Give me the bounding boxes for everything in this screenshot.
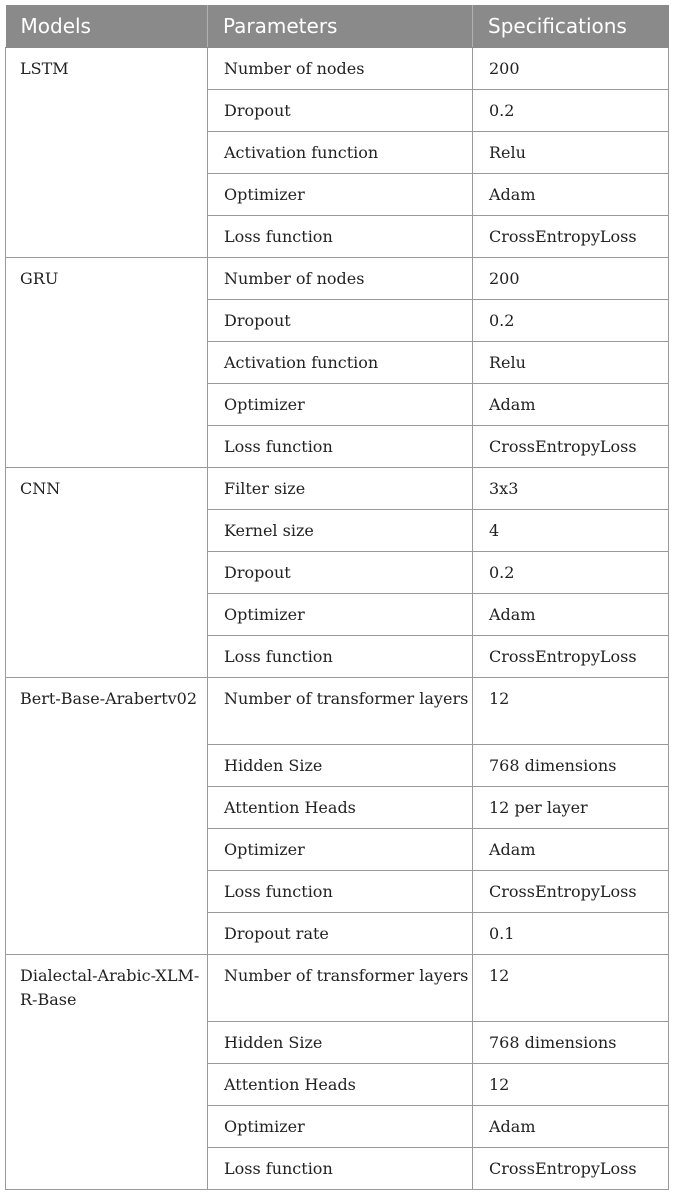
- spec-cell: 200: [473, 257, 669, 299]
- spec-cell: Adam: [473, 173, 669, 215]
- spec-cell: 4: [473, 509, 669, 551]
- parameter-cell: Filter size: [208, 467, 473, 509]
- parameter-cell: Optimizer: [208, 593, 473, 635]
- spec-cell: 0.1: [473, 912, 669, 954]
- parameter-cell: Attention Heads: [208, 1063, 473, 1105]
- parameter-cell: Optimizer: [208, 1105, 473, 1147]
- parameter-cell: Optimizer: [208, 828, 473, 870]
- spec-cell: Relu: [473, 341, 669, 383]
- parameter-cell: Optimizer: [208, 383, 473, 425]
- model-cell: GRU: [6, 257, 208, 467]
- spec-cell: CrossEntropyLoss: [473, 1147, 669, 1189]
- header-parameters: Parameters: [208, 5, 473, 47]
- parameter-cell: Number of transformer layers: [208, 954, 473, 1021]
- parameter-cell: Loss function: [208, 870, 473, 912]
- parameter-cell: Optimizer: [208, 173, 473, 215]
- table-row: [6, 954, 669, 1021]
- table-body: [6, 47, 669, 1189]
- spec-cell: 768 dimensions: [473, 1021, 669, 1063]
- spec-cell: Adam: [473, 593, 669, 635]
- spec-cell: Adam: [473, 828, 669, 870]
- spec-cell: 12: [473, 954, 669, 1021]
- parameter-cell: Attention Heads: [208, 786, 473, 828]
- parameter-cell: Dropout rate: [208, 912, 473, 954]
- model-cell: Bert-Base-Arabertv02: [6, 677, 208, 954]
- spec-cell: 200: [473, 47, 669, 89]
- parameter-cell: Loss function: [208, 635, 473, 677]
- spec-cell: Relu: [473, 131, 669, 173]
- spec-cell: 0.2: [473, 551, 669, 593]
- table-row: [6, 677, 669, 744]
- parameter-cell: Dropout: [208, 299, 473, 341]
- spec-cell: CrossEntropyLoss: [473, 425, 669, 467]
- header-models: Models: [6, 5, 208, 47]
- parameter-cell: Hidden Size: [208, 744, 473, 786]
- spec-cell: CrossEntropyLoss: [473, 635, 669, 677]
- spec-cell: 3x3: [473, 467, 669, 509]
- spec-cell: Adam: [473, 1105, 669, 1147]
- parameter-cell: Dropout: [208, 551, 473, 593]
- spec-cell: 12: [473, 677, 669, 744]
- parameter-cell: Loss function: [208, 1147, 473, 1189]
- spec-cell: Adam: [473, 383, 669, 425]
- parameter-cell: Loss function: [208, 425, 473, 467]
- parameter-cell: Activation function: [208, 131, 473, 173]
- spec-cell: 12: [473, 1063, 669, 1105]
- parameter-cell: Number of nodes: [208, 47, 473, 89]
- parameter-cell: Number of nodes: [208, 257, 473, 299]
- model-cell: Dialectal-Arabic-XLM-R-Base: [6, 954, 208, 1189]
- model-cell: CNN: [6, 467, 208, 677]
- parameter-cell: Number of transformer layers: [208, 677, 473, 744]
- spec-cell: 0.2: [473, 299, 669, 341]
- spec-cell: CrossEntropyLoss: [473, 870, 669, 912]
- model-specifications-table: [5, 5, 669, 1190]
- spec-cell: 0.2: [473, 89, 669, 131]
- model-cell: LSTM: [6, 47, 208, 257]
- parameter-cell: Activation function: [208, 341, 473, 383]
- spec-cell: CrossEntropyLoss: [473, 215, 669, 257]
- parameter-cell: Kernel size: [208, 509, 473, 551]
- parameter-cell: Dropout: [208, 89, 473, 131]
- header-row: [6, 5, 669, 47]
- parameter-cell: Loss function: [208, 215, 473, 257]
- table-row: [6, 47, 669, 89]
- parameter-cell: Hidden Size: [208, 1021, 473, 1063]
- spec-cell: 12 per layer: [473, 786, 669, 828]
- table-row: [6, 467, 669, 509]
- table-row: [6, 257, 669, 299]
- table-header: [6, 5, 669, 47]
- header-specifications: Specifications: [473, 5, 669, 47]
- spec-cell: 768 dimensions: [473, 744, 669, 786]
